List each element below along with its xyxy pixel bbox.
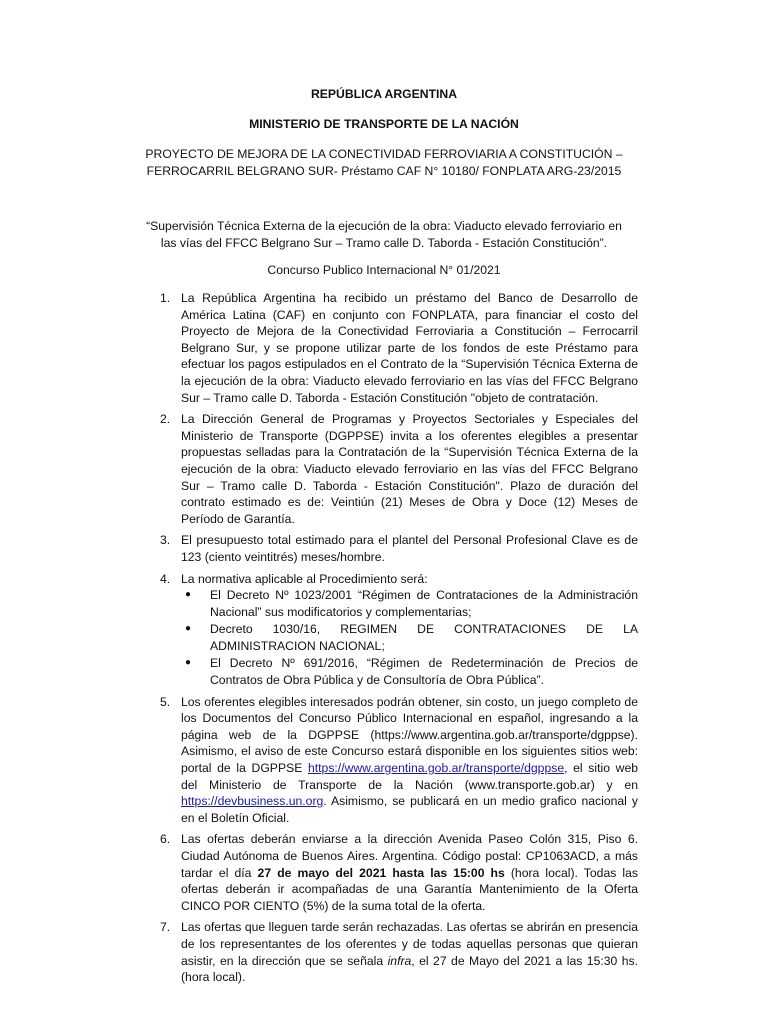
item-text: Los oferentes elegibles interesados podrán obtener, sin costo, un juego completo de los Documentos del Concurso Público Internacional en español, ingresando a la página web de la DGPPSE (https://www.argentina.gob.ar/transporte/dgppse). Asimismo, el aviso de este Concurso estará disponible en los siguientes sitios web: portal de la DGPPSE (181, 694, 638, 776)
item-text: La República Argentina ha recibido un préstamo del Banco de Desarrollo de América Latina (CAF) en conjunto con FONPLATA, para financiar el costo del Proyecto de Mejora de la Conectividad Ferroviaria a Constitución – Ferrocarril Belgrano Sur, y se propone utilizar parte de los fondos de este Préstamo para efectuar los pagos estipulados en el Contrato de la “Supervisión Técnica Externa de la ejecución de la obra: Viaducto elevado ferroviario en las vías del FFCC Belgrano Sur – Tramo calle D. Taborda - Estación Constitución "objeto de contratación. (181, 291, 638, 405)
item-text: . Asimismo, se publicará en un medio grafico nacional y en el Boletín Oficial. (181, 794, 638, 825)
item-number: 5. (160, 694, 171, 709)
list-item (160, 694, 638, 827)
bullet-icon: ● (185, 589, 192, 601)
list-item (160, 290, 638, 406)
item-number: 7. (160, 920, 171, 935)
item-number: 3. (160, 533, 171, 548)
item-text: (hora local). Todas las ofertas deberán ir acompañadas de una Garantía Mantenimiento de la Oferta CINCO POR CIENTO (5%) de la suma total de la oferta. (181, 865, 638, 913)
list-item (160, 831, 638, 914)
project-title (120, 146, 648, 179)
item-text: La normativa aplicable al Procedimiento será: (181, 571, 428, 586)
regulation-text: Decreto 1030/16, REGIMEN DE CONTRATACIONES DE LA ADMINISTRACION NACIONAL; (210, 622, 638, 653)
tender-number: Concurso Publico Internacional N° 01/2021 (267, 263, 501, 277)
contract-subject-line: las vías del FFCC Belgrano Sur – Tramo calle D. Taborda - Estación Constitución”. (160, 235, 608, 250)
numbered-list (160, 290, 638, 991)
contract-subject (120, 218, 648, 251)
item-number: 4. (160, 571, 171, 586)
deadline-text: 27 de mayo del 2021 hasta las 15:00 hs (257, 865, 505, 880)
country-heading: REPÚBLICA ARGENTINA (310, 87, 458, 101)
regulation-item (181, 655, 638, 688)
item-text: , el sitio web del Ministerio de Transporte de la Nación (www.transporte.gob.ar) y en (181, 761, 638, 792)
bullet-icon: ● (185, 623, 192, 635)
item-text: , el 27 de Mayo del 2021 a las 15:30 hs. (hora local). (181, 953, 638, 985)
item-number: 1. (160, 291, 171, 305)
contract-subject-line: “Supervisión Técnica Externa de la ejecución de la obra: Viaducto elevado ferroviario en (146, 219, 622, 233)
regulation-item (181, 587, 638, 620)
item-text: La Dirección General de Programas y Proyectos Sectoriales y Especiales del Ministerio de Transporte (DGPPSE) invita a los oferentes elegibles a presentar propuestas selladas para la Contratación de la “Supervisión Técnica Externa de la ejecución de la obra: Viaducto elevado ferroviario en las vías del FFCC Belgrano Sur – Tramo calle D. Taborda - Estación Constitución". Plazo de duración del contrato estimado es de: Veintiún (21) Meses de Obra y Doce (12) Meses de Período de Garantía. (181, 412, 638, 526)
project-title-line: PROYECTO DE MEJORA DE LA CONECTIVIDAD FERROVIARIA A CONSTITUCIÓN – (145, 147, 623, 161)
regulation-text: El Decreto Nº 691/2016, “Régimen de Redeterminación de Precios de Contratos de Obra Pública y de Consultoría de Obra Pública”. (210, 656, 638, 688)
regulation-list (181, 587, 638, 689)
ministry-heading: MINISTERIO DE TRANSPORTE DE LA NACIÓN (249, 117, 519, 131)
bullet-icon: ● (185, 657, 192, 669)
item-number: 6. (160, 832, 171, 847)
list-item (160, 919, 638, 985)
project-title-line: FERROCARRIL BELGRANO SUR- Préstamo CAF N° 10180/ FONPLATA ARG-23/2015 (146, 163, 622, 178)
regulation-item (181, 621, 638, 654)
dgppse-link[interactable]: https://www.argentina.gob.ar/transporte/dgppse (308, 761, 565, 776)
item-text: Las ofertas que lleguen tarde serán rechazadas. Las ofertas se abrirán en presencia de los representantes de los oferentes y de todas aquellas personas que quieran asistir, en la dirección que se señala (181, 920, 638, 968)
infra-text: infra (387, 953, 412, 968)
list-item (160, 411, 638, 527)
regulation-text: El Decreto Nº 1023/2001 “Régimen de Contrataciones de la Administración Nacional” sus modificatorios y complementarias; (210, 588, 638, 619)
item-text: Las ofertas deberán enviarse a la dirección Avenida Paseo Colón 315, Piso 6. Ciudad Autónoma de Buenos Aires. Argentina. Código postal: CP1063ACD, a más tardar el día (181, 832, 638, 880)
devbusiness-link[interactable]: https://devbusiness.un.org (181, 794, 324, 809)
item-number: 2. (160, 412, 171, 427)
item-text: El presupuesto total estimado para el plantel del Personal Profesional Clave es de 123 (ciento veintitrés) meses/hombre. (181, 533, 638, 564)
list-item (160, 571, 638, 689)
list-item (160, 532, 638, 565)
